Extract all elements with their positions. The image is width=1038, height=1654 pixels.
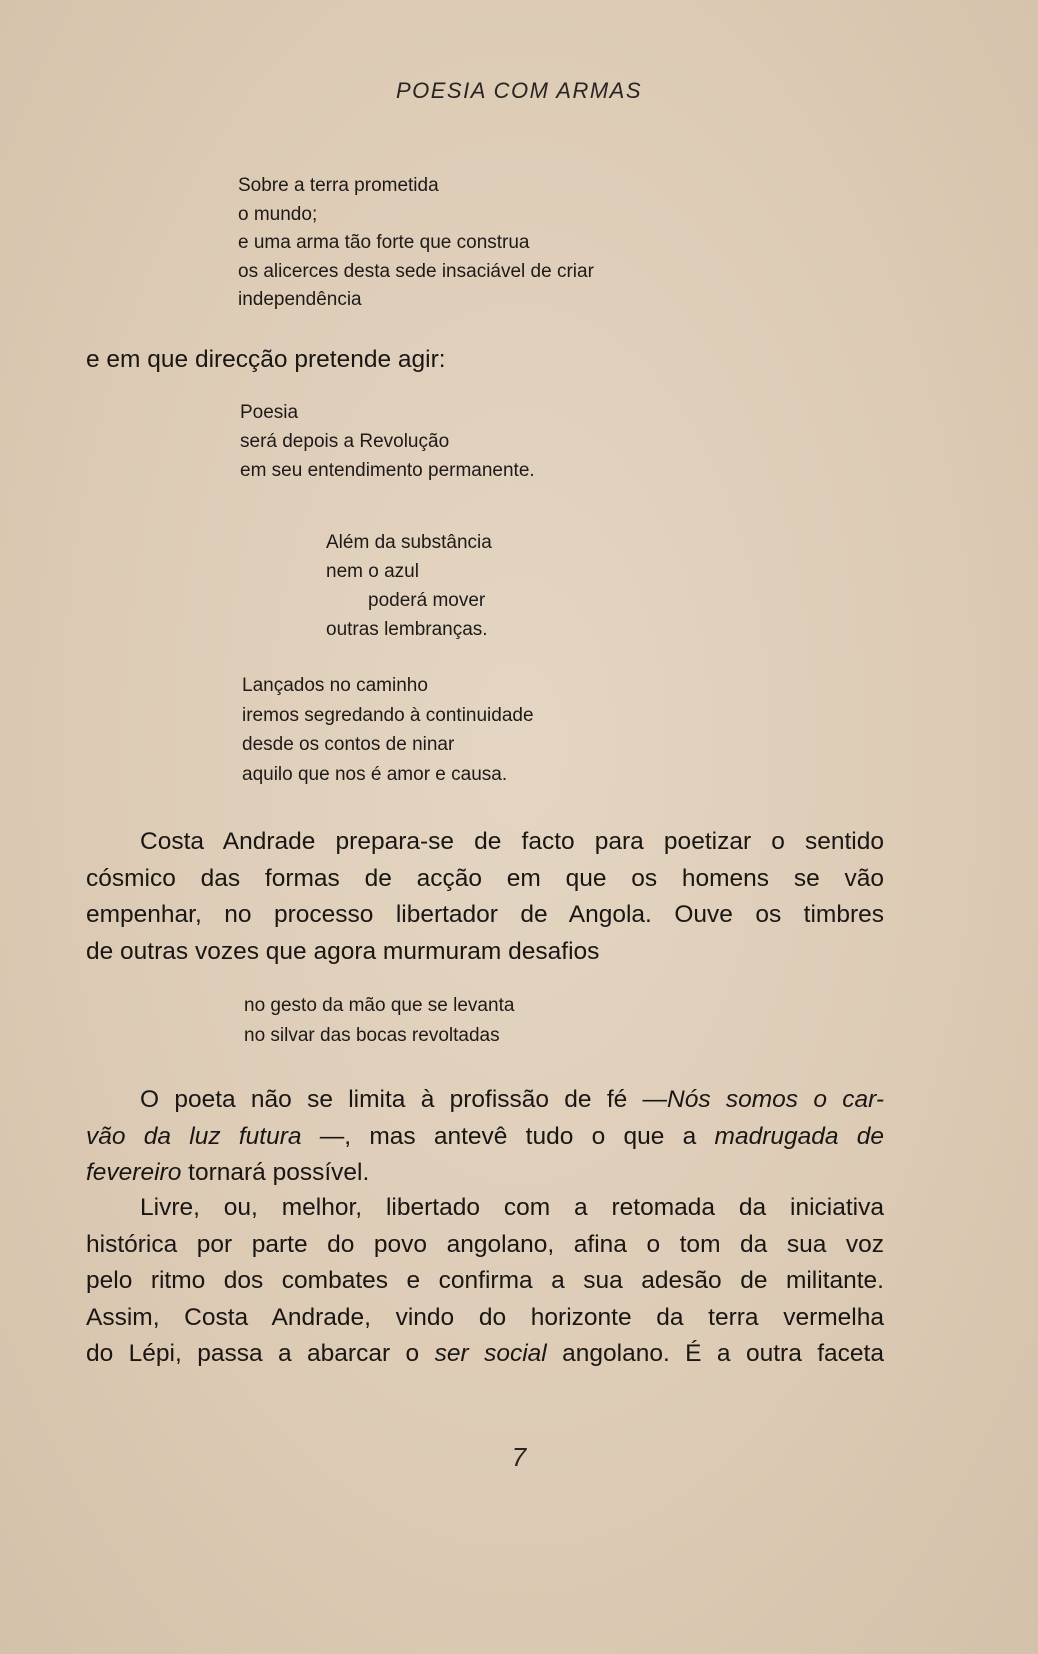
verse-line: independência: [238, 289, 362, 310]
book-title: fevereiro: [86, 1159, 182, 1186]
verse-line: Poesia: [240, 402, 299, 423]
verse-line: Sobre a terra prometida: [238, 175, 439, 196]
prose-text: —, mas antevê tudo o que a: [319, 1122, 697, 1150]
verse-block-4: [242, 671, 534, 789]
verse-line: o mundo;: [238, 203, 318, 225]
prose-text: O poeta não se limita à profissão de fé —: [140, 1086, 668, 1113]
page-number: 7: [511, 1442, 527, 1472]
prose-line: [86, 1082, 884, 1119]
verse-line: nem o azul: [326, 561, 419, 582]
verse-line: Além da substância: [326, 532, 492, 553]
prose-paragraph-2: [86, 824, 884, 970]
prose-line: Costa Andrade prepara-se de facto para poetizar o sentido: [140, 828, 884, 855]
prose-paragraph-4: [86, 1190, 884, 1373]
prose-line: histórica por parte do povo angolano, afina o tom da sua voz: [86, 1230, 884, 1258]
prose-text: do Lépi, passa a abarcar o: [86, 1340, 420, 1367]
prose-line: Livre, ou, melhor, libertado com a retomada da iniciativa: [140, 1194, 884, 1221]
verse-line: no gesto da mão que se levanta: [244, 995, 515, 1016]
verse-block-2: [240, 398, 535, 485]
verse-line: e uma arma tão forte que construa: [238, 232, 530, 253]
running-header: POESIA COM ARMAS: [395, 78, 643, 103]
verse-line: poderá mover: [368, 590, 486, 611]
verse-line: desde os contos de ninar: [242, 734, 455, 755]
prose-line: cósmico das formas de acção em que os homens se vão: [86, 864, 884, 892]
book-title: madrugada de: [714, 1122, 885, 1150]
prose-line: [86, 1119, 884, 1156]
quoted-verse: Nós somos o car-: [667, 1086, 884, 1113]
prose-line: [86, 1336, 884, 1373]
verse-line: em seu entendimento permanente.: [240, 460, 535, 481]
quoted-verse: vão da luz futura: [86, 1122, 302, 1150]
verse-line: Lançados no caminho: [242, 675, 428, 696]
verse-line: será depois a Revolução: [240, 431, 450, 452]
verse-block-3: [326, 528, 492, 644]
prose-line: Assim, Costa Andrade, vindo do horizonte da terra vermelha: [86, 1303, 884, 1331]
verse-line: aquilo que nos é amor e causa.: [242, 763, 508, 785]
prose-line: [86, 1155, 884, 1192]
prose-line: e em que direcção pretende agir:: [86, 346, 446, 373]
verse-line: iremos segredando à continuidade: [242, 704, 534, 726]
prose-paragraph-1: [86, 342, 884, 379]
verse-line: os alicerces desta sede insaciável de criar: [238, 260, 594, 282]
emphasis: ser social: [434, 1340, 547, 1367]
prose-line: empenhar, no processo libertador de Angola. Ouve os timbres: [86, 901, 884, 928]
prose-paragraph-3: [86, 1082, 884, 1192]
verse-block-1: [238, 172, 594, 315]
prose-line: pelo ritmo dos combates e confirma a sua adesão de militante.: [86, 1267, 884, 1294]
verse-line: no silvar das bocas revoltadas: [244, 1025, 500, 1046]
prose-line: de outras vozes que agora murmuram desafios: [86, 937, 600, 965]
verse-line: outras lembranças.: [326, 619, 488, 640]
verse-block-5: [244, 991, 514, 1051]
prose-text: angolano. É a outra faceta: [562, 1340, 884, 1367]
prose-text: tornará possível.: [181, 1159, 370, 1186]
